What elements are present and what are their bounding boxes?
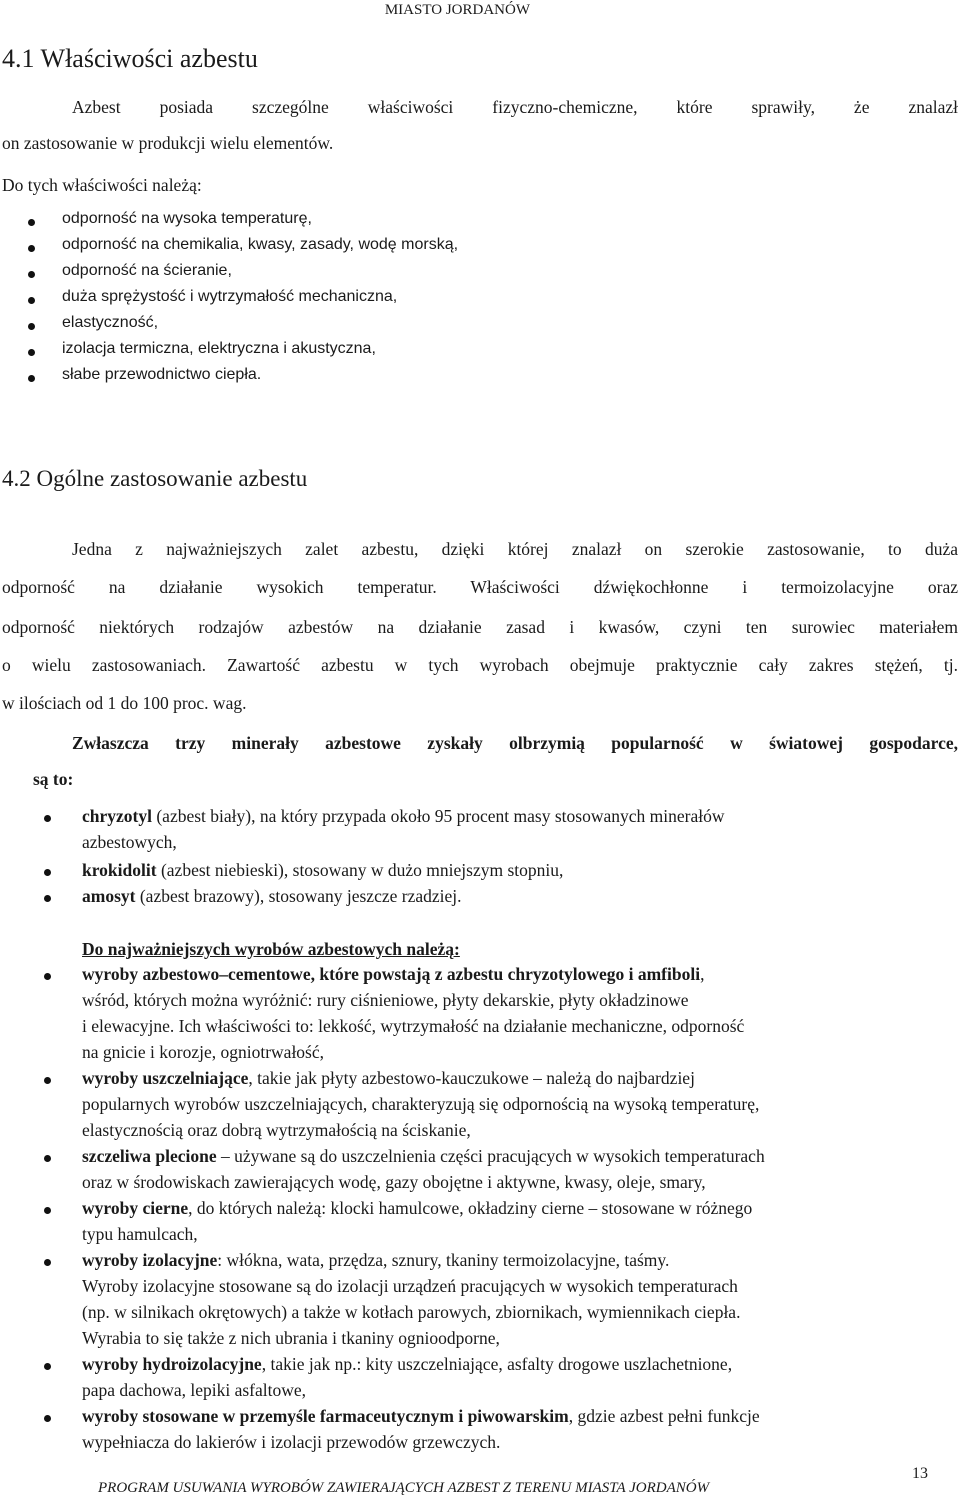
- intro-line-1: [72, 94, 958, 120]
- mineral-item: amosyt (azbest brazowy), stosowany jeszcze rzadziej.: [82, 886, 462, 906]
- product-item-cont: [82, 990, 689, 1011]
- product-name: wyroby azbestowo–cementowe, które powstają z azbestu chryzotylowego i amfiboli: [82, 964, 701, 984]
- bullet-icon: [28, 323, 35, 330]
- para-line: odporność na działanie wysokich temperatur. Właściwości dźwiękochłonne i termoizolacyjne oraz: [2, 577, 958, 597]
- product-name: wyroby uszczelniające: [82, 1068, 249, 1088]
- property-item: elastyczność,: [62, 314, 159, 331]
- product-name: szczeliwa plecione: [82, 1146, 217, 1166]
- footer-text: PROGRAM USUWANIA WYROBÓW ZAWIERAJĄCYCH AZBEST Z TERENU MIASTA JORDANÓW: [98, 1480, 710, 1496]
- property-item: słabe przewodnictwo ciepła.: [62, 366, 262, 383]
- product-name: wyroby izolacyjne: [82, 1250, 218, 1270]
- bullet-icon: [44, 1155, 51, 1162]
- product-item: [82, 1068, 695, 1089]
- product-item-cont: [82, 1380, 306, 1401]
- product-name: wyroby hydroizolacyjne: [82, 1354, 262, 1374]
- page-number: 13: [912, 1465, 928, 1482]
- product-item: [82, 1406, 760, 1427]
- bullet-icon: [28, 297, 35, 304]
- property-item: odporność na chemikalia, kwasy, zasady, wodę morską,: [62, 236, 459, 253]
- product-text: : włókna, wata, przędza, sznury, tkaniny termoizolacyjne, taśmy.: [217, 1250, 670, 1270]
- property-item: odporność na wysoka temperaturę,: [62, 210, 312, 227]
- bullet-icon: [28, 219, 35, 226]
- bullet-icon: [44, 1363, 51, 1370]
- mineral-item-cont: azbestowych,: [82, 832, 177, 852]
- product-item: [82, 1354, 732, 1375]
- product-item: [82, 1198, 752, 1219]
- product-item: [82, 1250, 669, 1271]
- para-line: Jedna z najważniejszych zalet azbestu, dzięki której znalazł on szerokie zastosowanie, to duża: [72, 539, 958, 559]
- bullet-icon: [44, 895, 51, 902]
- product-text: wśród, których można wyróżnić: rury ciśnieniowe, płyty dekarskie, płyty okładzinowe: [82, 990, 689, 1010]
- product-text: , takie jak płyty azbestowo-kauczukowe – należą do najbardziej: [248, 1068, 695, 1088]
- intro-word: sprawiły,: [751, 97, 815, 117]
- property-item: duża sprężystość i wytrzymałość mechaniczna,: [62, 288, 398, 305]
- list-intro: Do tych właściwości należą:: [2, 175, 202, 195]
- bullet-icon: [44, 1415, 51, 1422]
- para-line: w ilościach od 1 do 100 proc. wag.: [2, 693, 247, 713]
- product-item-cont: [82, 1432, 500, 1453]
- bullet-icon: [28, 271, 35, 278]
- product-text: , gdzie azbest pełni funkcje: [568, 1406, 760, 1426]
- para-line: odporność niektórych rodzajów azbestów na działanie zasad i kwasów, czyni ten surowiec materiałem: [2, 617, 958, 637]
- intro-line-2: on zastosowanie w produkcji wielu elementów.: [2, 133, 334, 153]
- intro-word: właściwości: [367, 97, 454, 117]
- product-text: na gnicie i korozje, ogniotrwałość,: [82, 1042, 325, 1062]
- header-town-name: MIASTO JORDANÓW: [384, 2, 530, 18]
- product-text: Wyroby izolacyjne stosowane są do izolacji urządzeń pracujących w wysokich temperaturach: [82, 1276, 738, 1296]
- product-text: typu hamulcach,: [82, 1224, 198, 1244]
- product-text: Wyrabia to się także z nich ubrania i tkaniny ognioodporne,: [82, 1328, 500, 1348]
- product-text: i elewacyjne. Ich właściwości to: lekkość, wytrzymałość na działanie mechaniczne, odporność: [82, 1016, 745, 1036]
- product-name: wyroby cierne: [82, 1198, 189, 1218]
- product-item-cont: [82, 1094, 759, 1115]
- bullet-icon: [44, 815, 51, 822]
- product-item-cont: [82, 1016, 744, 1037]
- bullet-icon: [44, 1259, 51, 1266]
- product-text: , takie jak np.: kity uszczelniające, asfalty drogowe uszlachetnione,: [261, 1354, 733, 1374]
- product-item: [82, 1146, 765, 1167]
- product-item-cont: [82, 1042, 324, 1063]
- product-item-cont: [82, 1276, 738, 1297]
- bullet-icon: [44, 973, 51, 980]
- product-item: [82, 964, 704, 985]
- property-item: odporność na ścieranie,: [62, 262, 232, 279]
- intro-word: szczególne: [252, 97, 329, 117]
- product-name: wyroby stosowane w przemyśle farmaceutycznym i piwowarskim: [82, 1406, 569, 1426]
- intro-word: posiada: [159, 97, 214, 117]
- para-line: o wielu zastosowaniach. Zawartość azbestu w tych wyrobach obejmuje praktycznie cały zakres stężeń, tj.: [2, 655, 958, 675]
- product-text: popularnych wyrobów uszczelniających, charakteryzują się odpornością na wysoką temperaturę,: [82, 1094, 760, 1114]
- section-title-4-1: 4.1 Właściwości azbestu: [2, 44, 258, 73]
- bullet-icon: [28, 245, 35, 252]
- section-title-4-2: 4.2 Ogólne zastosowanie azbestu: [2, 466, 308, 491]
- product-text: , do których należą: klocki hamulcowe, okładziny cierne – stosowane w różnego: [188, 1198, 753, 1218]
- mineral-item: krokidolit (azbest niebieski), stosowany w dużo mniejszym stopniu,: [82, 860, 564, 880]
- product-text: – używane są do uszczelnienia części pracujących w wysokich temperaturach: [216, 1146, 765, 1166]
- intro-word: Azbest: [72, 97, 121, 117]
- intro-word: znalazł: [908, 97, 958, 117]
- product-text: wypełniacza do lakierów i izolacji przewodów grzewczych.: [82, 1432, 501, 1452]
- product-text: ,: [700, 964, 705, 984]
- bullet-icon: [44, 1077, 51, 1084]
- property-item: izolacja termiczna, elektryczna i akustyczna,: [62, 340, 376, 357]
- intro-word: że: [853, 97, 870, 117]
- mineral-item: chryzotyl (azbest biały), na który przypada około 95 procent masy stosowanych minerałów: [82, 806, 725, 826]
- product-text: elastycznością oraz dobrą wytrzymałością na ściskanie,: [82, 1120, 471, 1140]
- bullet-icon: [44, 1207, 51, 1214]
- product-item-cont: [82, 1120, 471, 1141]
- minerals-heading: Zwłaszcza trzy minerały azbestowe zyskały olbrzymią popularność w światowej gospodarce,: [72, 733, 958, 753]
- product-text: (np. w silnikach okrętowych) a także w kotłach parowych, zbiornikach, wymiennikach ciepła.: [82, 1302, 741, 1322]
- product-item-cont: [82, 1224, 198, 1245]
- product-item-cont: [82, 1328, 500, 1349]
- product-text: papa dachowa, lepiki asfaltowe,: [82, 1380, 307, 1400]
- product-item-cont: [82, 1172, 706, 1193]
- products-heading: Do najważniejszych wyrobów azbestowych należą:: [82, 939, 460, 959]
- minerals-heading-end: są to:: [33, 769, 74, 789]
- bullet-icon: [28, 375, 35, 382]
- intro-word: które: [676, 97, 713, 117]
- bullet-icon: [44, 869, 51, 876]
- bullet-icon: [28, 349, 35, 356]
- product-text: oraz w środowiskach zawierających wodę, gazy obojętne i aktywne, kwasy, oleje, smary,: [82, 1172, 706, 1192]
- intro-word: fizyczno-chemiczne,: [492, 97, 638, 117]
- product-item-cont: [82, 1302, 740, 1323]
